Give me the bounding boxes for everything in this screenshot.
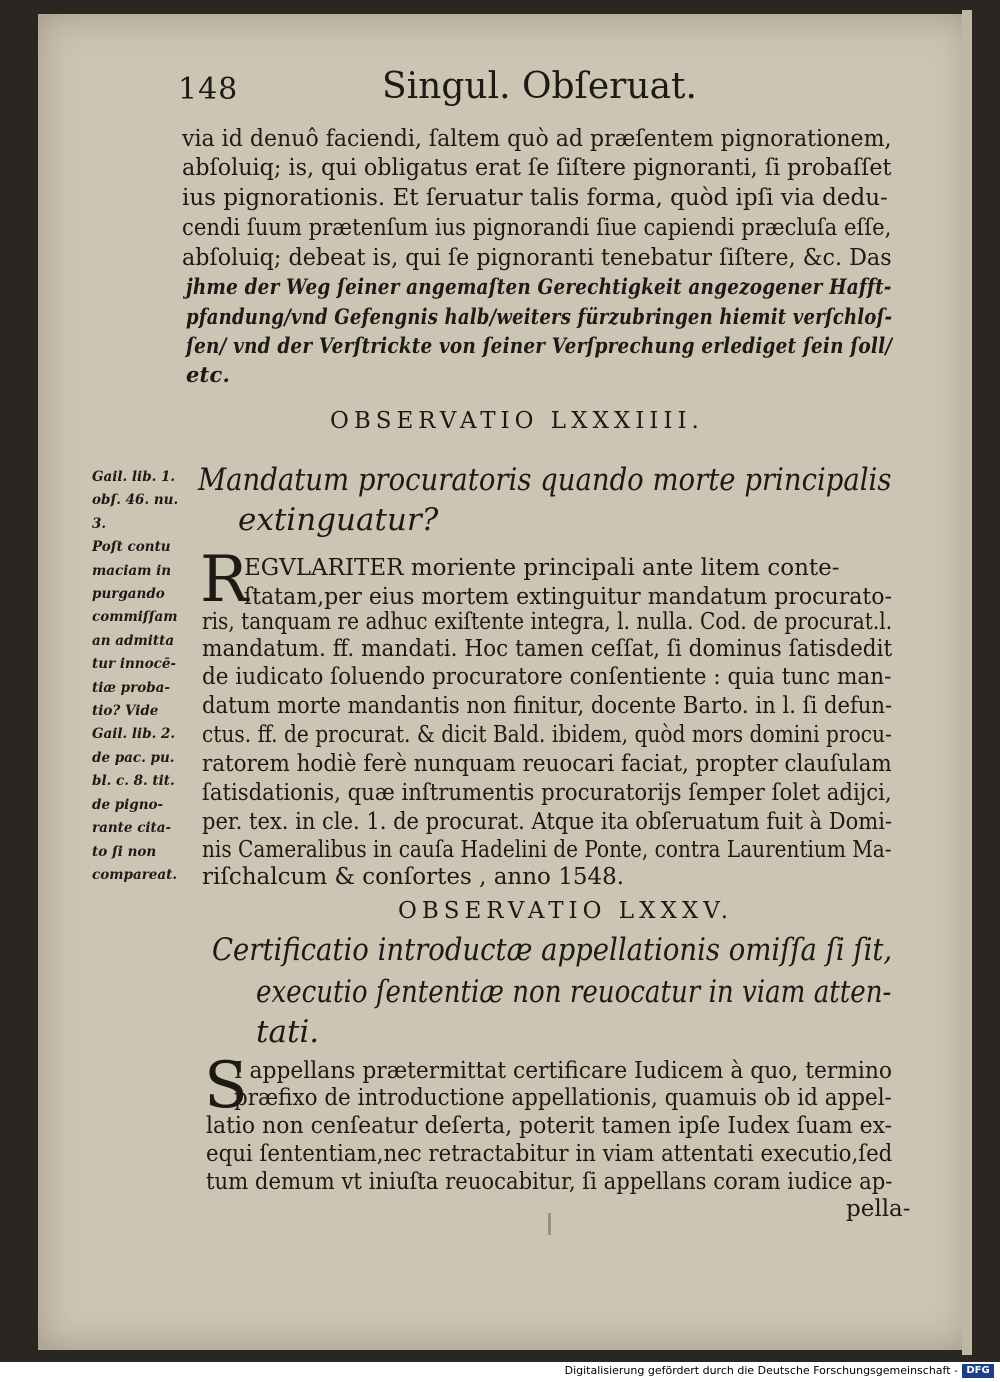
observation-heading: extinguatur? — [238, 502, 439, 538]
margin-note-line: bl. c. 8. tit. — [92, 773, 175, 790]
text-line: ris, tanquam re adhuc exiſtente integra, l. nulla. Cod. de procurat.l. — [202, 609, 893, 635]
text-line: ſatisdationis, quæ inſtrumentis procuratorijs ſemper ſolet adijci, — [202, 780, 892, 806]
margin-note-line: to ſi non — [92, 843, 157, 860]
text-line: via id denuô faciendi, ſaltem quò ad præſentem pignorationem, — [182, 126, 892, 152]
margin-note-line: an admitta — [92, 632, 175, 649]
observation-heading: Mandatum procuratoris quando morte principalis — [198, 462, 892, 498]
text-line: latio non cenſeatur deſerta, poterit tamen ipſe Iudex ſuam ex- — [206, 1113, 893, 1139]
text-line: ratorem hodiè ferè nunquam reuocari faciat, propter clauſulam — [202, 751, 892, 777]
text-line: mandatum. ff. mandati. Hoc tamen ceſſat, ſi dominus ſatisdedit — [202, 636, 893, 662]
fraktur-line: jhme der Weg ſeiner angemaſten Gerechtigkeit angezogener Hafft- — [186, 274, 892, 299]
margin-note-line: 3. — [92, 515, 107, 532]
running-head: Singul. Obſeruat. — [382, 66, 697, 107]
text-line: per. tex. in cle. 1. de procurat. Atque ita obſeruatum fuit à Domi- — [202, 809, 893, 835]
text-line: datum morte mandantis non finitur, docente Barto. in l. ſi defun- — [202, 693, 893, 719]
fraktur-line: pfandung/vnd Gefengnis halb/weiters fürzubringen hiemit verſchloſ- — [186, 304, 893, 329]
observation-title: OBSERVATIO LXXXIIII. — [330, 408, 704, 434]
text-line: ctus. ff. de procurat. & dicit Bald. ibidem, quòd mors domini procu- — [202, 722, 892, 748]
observation-heading: tati. — [256, 1014, 320, 1050]
text-line: nis Cameralibus in cauſa Hadelini de Ponte, contra Laurentium Ma- — [202, 837, 892, 863]
text-line: I appellans prætermittat certificare Iudicem à quo, termino — [234, 1058, 893, 1084]
margin-note-line: purgando — [92, 586, 165, 603]
observation-heading: executio ſententiæ non reuocatur in viam atten- — [256, 974, 892, 1010]
margin-note-line: Poſt contu — [92, 539, 171, 556]
text-line: præfixo de introductione appellationis, quamuis ob id appel- — [234, 1085, 892, 1111]
fraktur-line: etc. — [186, 362, 230, 387]
margin-note-line: tur innocē- — [92, 656, 177, 673]
observation-title: OBSERVATIO LXXXV. — [398, 898, 734, 924]
margin-note-line: de pigno- — [92, 796, 164, 813]
text-line: tum demum vt iniuſta reuocabitur, ſi appellans coram iudice ap- — [206, 1169, 893, 1195]
margin-note-line: obſ. 46. nu. — [92, 492, 179, 509]
drop-capital: R — [200, 543, 249, 617]
dfg-logo: DFG — [962, 1364, 994, 1378]
margin-note-line: tio? Vide — [92, 703, 159, 720]
page-edge — [962, 10, 972, 1355]
text-line: de iudicato ſoluendo procuratore conſentiente : quia tunc man- — [202, 664, 892, 690]
margin-note-line: compareat. — [92, 866, 178, 883]
margin-note-line: Gail. lib. 2. — [92, 726, 176, 743]
page-number: 148 — [178, 72, 239, 107]
text-line: ſtatam,per eius mortem extinguitur mandatum procurato- — [244, 584, 893, 610]
margin-note — [92, 466, 202, 887]
margin-note-line: Gail. lib. 1. — [92, 469, 176, 485]
text-line: abſoluiq; is, qui obligatus erat ſe ſiſtere pignoranti, ſi probaſſet — [182, 155, 892, 181]
text-line: EGVLARITER moriente principali ante litem conte- — [244, 555, 840, 581]
text-line: equi ſententiam,nec retractabitur in viam attentati executio,ſed — [206, 1141, 893, 1167]
margin-note-line: tiæ proba- — [92, 679, 170, 696]
footer-credit: Digitalisierung gefördert durch die Deutsche Forschungsgemeinschaft - — [564, 1364, 958, 1377]
ink-mark — [548, 1213, 551, 1235]
text-line: riſchalcum & conſortes , anno 1548. — [202, 864, 625, 890]
text-line: cendi ſuum prætenſum ius pignorandi ſiue capiendi præcluſa eſſe, — [182, 215, 892, 241]
text-line: abſoluiq; debeat is, qui ſe pignoranti tenebatur ſiſtere, &c. Das — [182, 245, 892, 271]
fraktur-line: ſen/ vnd der Verſtrickte von ſeiner Verſprechung erlediget ſein ſoll/ — [186, 333, 893, 358]
text-line: ius pignorationis. Et ſeruatur talis forma, quòd ipſi via dedu- — [182, 185, 888, 211]
margin-note-line: commiſſam — [92, 609, 178, 626]
drop-capital: S — [204, 1049, 248, 1123]
margin-note-line: de pac. pu. — [92, 749, 175, 766]
margin-note-line: maciam in — [92, 562, 172, 579]
observation-heading: Certificatio introductæ appellationis omiſſa ſi ſit, — [212, 932, 893, 968]
catchword: pella- — [846, 1196, 911, 1222]
margin-note-line: rante cita- — [92, 820, 172, 837]
